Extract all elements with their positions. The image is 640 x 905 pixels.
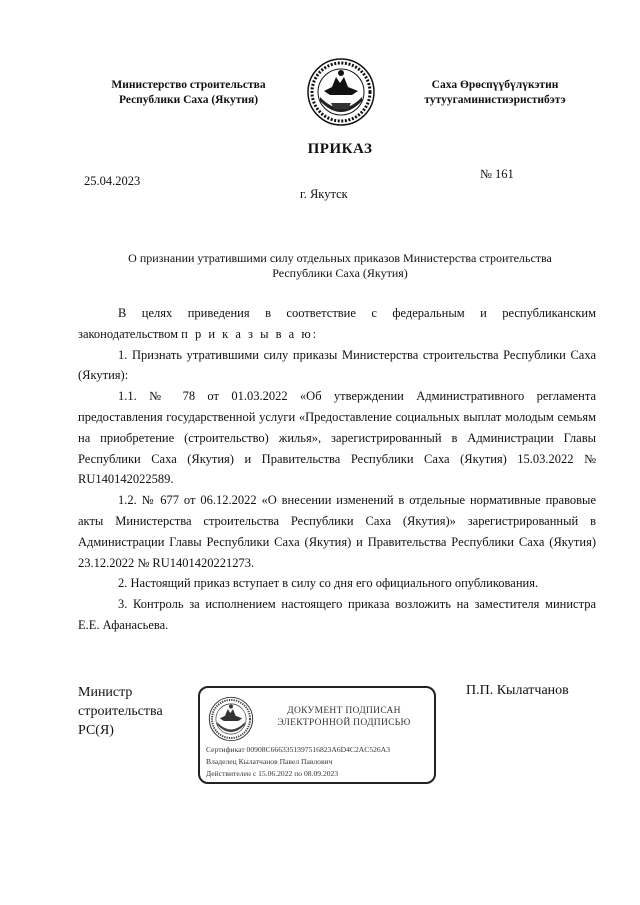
ministry-name-sah-line1: Саха Өрөспүүбүлүкэтин xyxy=(431,79,559,91)
stamp-heading-line1: ДОКУМЕНТ ПОДПИСАН xyxy=(287,706,401,716)
document-subject-line2: Республики Саха (Якутия) xyxy=(272,266,408,280)
signer-position-line2: строительства xyxy=(78,704,163,719)
paragraph-2: 2. Настоящий приказ вступает в силу со дня его официального опубликования. xyxy=(118,576,539,591)
ministry-name-sah xyxy=(400,78,590,108)
paragraph-1: 1. Признать утратившими силу приказы Министерства строительства Республики Саха (Якутия): xyxy=(78,347,596,383)
document-subject-line1: О признании утратившими силу отдельных приказов Министерства строительства xyxy=(128,251,552,265)
electronic-signature-stamp xyxy=(198,686,436,784)
intro-text: В целях приведения в соответствие с федеральным и республиканским законодательством xyxy=(78,306,596,341)
stamp-heading-line2: ЭЛЕКТРОННОЙ ПОДПИСЬЮ xyxy=(277,718,411,728)
stamp-certificate: Сертификат 00908C6663351397516823A6D4C2AC526A3 xyxy=(206,745,390,754)
paragraph-1-1: 1.1. № 78 от 01.03.2022 «Об утверждении Административного регламента предоставления государственной услуги «Предоставление социальных выплат молодым семьям на приобретение (строительство) жилья», зарегистрированный в Администрации Главы Республики Саха (Якутия) и Правительства Республики Саха (Якутия) 15.03.2022 № RU140142022589. xyxy=(78,389,596,487)
signer-name: П.П. Кылатчанов xyxy=(466,683,569,698)
intro-paragraph xyxy=(78,303,596,345)
ministry-name-ru-line1: Министерство строительства xyxy=(111,79,266,91)
signer-position-line3: РС(Я) xyxy=(78,723,114,738)
document-city: г. Якутск xyxy=(300,187,348,201)
order-word: п р и к а з ы в а ю: xyxy=(181,326,319,341)
stamp-validity: Действителен с 15.06.2022 по 08.09.2023 xyxy=(206,769,339,778)
ministry-name-ru-line2: Республики Саха (Якутия) xyxy=(118,94,259,106)
stamp-coat-of-arms-icon xyxy=(208,696,254,742)
stamp-heading xyxy=(258,705,430,729)
document-subject xyxy=(110,251,570,281)
stamp-owner: Владелец Кылатчанов Павел Павлович xyxy=(206,757,333,766)
signer-position-line1: Министр xyxy=(78,685,133,700)
document-title: ПРИКАЗ xyxy=(307,141,373,157)
document-number: № 161 xyxy=(480,167,514,181)
ministry-name-ru xyxy=(86,78,291,108)
paragraph-1-2: 1.2. № 677 от 06.12.2022 «О внесении изменений в отдельные нормативные правовые акты Министерства строительства Республики Саха (Якутия)» зарегистрированный в Администрации Главы Республики Саха (Якутия) и Правительства Республики Саха (Якутия) 23.12.2022 № RU1401420221273. xyxy=(78,493,596,570)
document-body xyxy=(78,303,596,636)
paragraph-3: 3. Контроль за исполнением настоящего приказа возложить на заместителя министра Е.Е. Афанасьева. xyxy=(78,597,596,632)
ministry-name-sah-line2: тутуугаминистиэристибэтэ xyxy=(424,94,566,106)
signer-position xyxy=(78,683,188,740)
document-date: 25.04.2023 xyxy=(84,174,141,188)
coat-of-arms-icon xyxy=(306,57,376,127)
